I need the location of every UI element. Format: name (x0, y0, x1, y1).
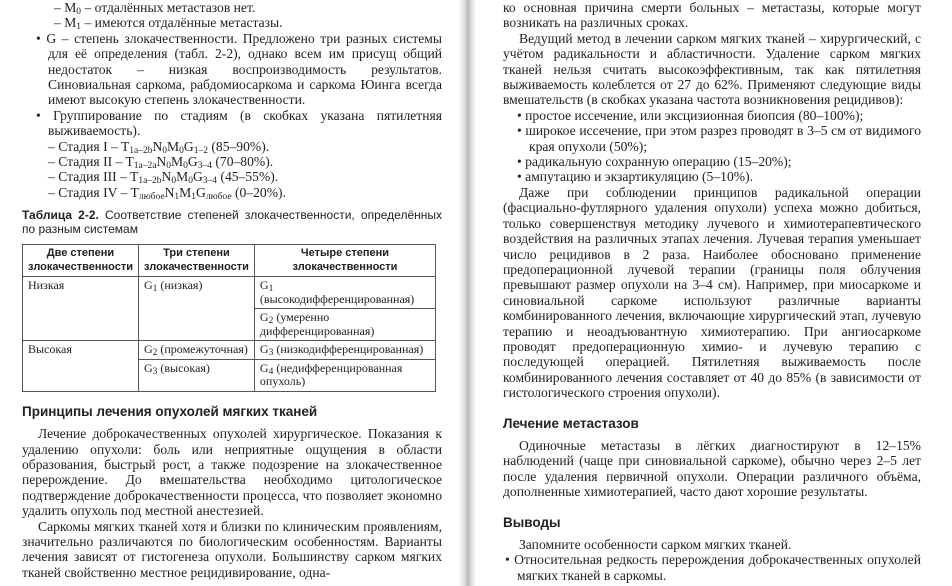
grade-table (22, 244, 436, 392)
stage-list (22, 139, 442, 201)
combined-treatment-paragraph: Даже при соблюдении принципов радикальной операции (фасциально-футлярного удаления опухоли) успеха можно добиться, только совершенствуя методику лучевого и химиотерапевтического воздействия на различных этапах лечения. Лучевая терапия уменьшает число рецидивов в 2 раза. Наиболее обосновано применение предоперационной лучевой терапии (границы поля облучения превышают размер опухоли на 3–4 см). Например, при миосаркоме и синовиальной саркоме используют различные варианты комбинированного лечения, включающие хирургический этап, лучевую терапию и неоадъювантную химиотерапию. При ангиосаркоме проводят предоперационную химио- и лучевую терапию с последующей операцией. Пятилетняя выживаемость после комбинированного лечения составляет от 40 до 85% (в зависимости от гистологического строения опухоли). (503, 184, 921, 401)
table-cell: $G_4$ (недифференцированная опухоль) (254, 359, 435, 391)
section-heading-treatment: Принципы лечения опухолей мягких тканей (22, 403, 318, 419)
treatment-paragraph-2: Саркомы мягких тканей хотя и близки по клиническим проявлениям, значительно различаются по биологическим особенностям. Варианты лечения зависят от гистогенеза опухоли. Большинству сарком мягких тканей свойственно местное рецидивирование, одна- (22, 518, 442, 580)
table-cell: $G_3$ (низкодифференцированная) (254, 341, 435, 360)
intervention-list (503, 108, 921, 185)
table-cell (23, 359, 139, 391)
stage-line: – Стадия I – $T_{1a-2b}N_0M_0G_{1-2}$ (85–90%). (48, 138, 270, 156)
stage-line: – Стадия II – $T_{1a-2a}N_0M_0G_{3-4}$ (70–80%). (48, 154, 274, 172)
intervention-item: • ампутацию и экзартикуляцию (5–10%). (517, 169, 753, 185)
table-cell (23, 309, 139, 341)
intervention-item: • простое иссечение, или эксцизионная биопсия (80–100%); (517, 107, 864, 123)
table-row (23, 359, 436, 391)
m1-line: – $M_1$ – имеются отдалённые метастазы. (54, 15, 283, 33)
left-page (22, 0, 442, 580)
section-heading-metastases: Лечение метастазов (503, 415, 639, 431)
table-cell: $G_1$ (высокодифференцированная) (254, 277, 435, 309)
table-header-three: Три степени злокачественности (138, 245, 254, 277)
right-page (503, 0, 921, 583)
table-cell (138, 309, 254, 341)
metastases-paragraph: Одиночные метастазы в лёгких диагностируют в 12–15% наблюдений (чаще при синовиальной саркоме), обычно через 2–5 лет после удаления первичной опухоли. Операции различного объёма, дополненные химиотерапией, часто дают хорошие результаты. (503, 437, 921, 500)
table-cell: $G_2$ (умеренно дифференцированная) (254, 309, 435, 341)
conclusion-bullet-text: Относительная редкость перерождения доброкачественных опухолей мягких тканей в саркомы. (514, 552, 921, 583)
stage-line: – Стадия IV – $T_{любое}N_1M_1G_{любое}$ (0–20%). (48, 184, 286, 202)
table-caption-label: Таблица 2-2. (22, 208, 99, 223)
table-row (23, 309, 436, 341)
table-header-two: Две степени злокачественности (23, 245, 139, 277)
grouping-paragraph-text: Группирование по стадиям (в скобках указана пятилетняя выживаемость). (48, 107, 442, 139)
grouping-paragraph: • Группирование по стадиям (в скобках указана пятилетняя выживаемость). (36, 107, 442, 139)
table-caption (22, 208, 442, 236)
table-row (23, 277, 436, 309)
m0-line: – $M_0$ – отдалённых метастазов нет. (54, 0, 256, 17)
stage-line: – Стадия III – $T_{1a-2b}N_0M_0G_{3-4}$ (45–55%). (48, 169, 279, 187)
g-paragraph-text: G – степень злокачественности. Предложено три разных системы для её определения (табл. 2-2), однако всем им присущ общий недостаток – низкая воспроизводимость результатов. Синовиальная саркома, рабдомиосаркома и саркома Юинга всегда имеют высокую степень злокачественности. (46, 30, 442, 108)
intervention-item: • широкое иссечение, при этом разрез проводят в 3–5 см от видимого края опухоли (50%); (517, 123, 921, 154)
surgery-paragraph: Ведущий метод в лечении сарком мягких тканей – хирургический, с учётом радикальности и абластичности. Удаление сарком мягких тканей нельзя считать высокоэффективным, так как пятилетняя выживаемость колеблется от 27 до 62%. Применяют следующие виды вмешательств (в скобках указана частота возникновения рецидивов): (503, 30, 921, 108)
table-cell: $G_2$ (промежуточная) (138, 341, 254, 360)
table-cell: $G_3$ (высокая) (138, 359, 254, 391)
conclusion-bullet: • Относительная редкость перерождения доброкачественных опухолей мягких тканей в саркомы. (505, 552, 921, 583)
g-paragraph: • G – степень злокачественности. Предложено три разных системы для её определения (табл. 2-2), однако всем им присущ общий недостаток – низкая воспроизводимость результатов. Синовиальная саркома, рабдомиосаркома и саркома Юинга всегда имеют высокую степень злокачественности. (36, 30, 442, 108)
book-gutter (458, 0, 476, 586)
table-cell: $G_1$ (низкая) (138, 277, 254, 309)
table-caption-text: Соответствие степеней злокачественности, определённых по разным системам (22, 208, 442, 237)
table-header-four: Четыре степени злокачественности (254, 245, 435, 277)
section-heading-conclusions: Выводы (503, 514, 561, 530)
intervention-item: • радикальную сохранную операцию (15–20%); (517, 154, 792, 170)
table-row (23, 341, 436, 360)
continued-paragraph: ко основная причина смерти больных – метастазы, которые могут возникать на различных сроках. (503, 0, 921, 31)
table-cell: Низкая (23, 277, 139, 309)
conclusions-paragraph: Запомните особенности сарком мягких тканей. (519, 537, 792, 552)
table-cell: Высокая (23, 341, 139, 360)
treatment-paragraph-1: Лечение доброкачественных опухолей хирургическое. Показания к удалению опухоли: боль или неприятные ощущения в области образования, быстрый рост, а также подозрение на злокачественное перерождение. До вмешательства необходимо цитологическое подтверждение доброкачественности процесса, что позволяет экономно удалить опухоль под местной анестезией. (22, 426, 442, 519)
